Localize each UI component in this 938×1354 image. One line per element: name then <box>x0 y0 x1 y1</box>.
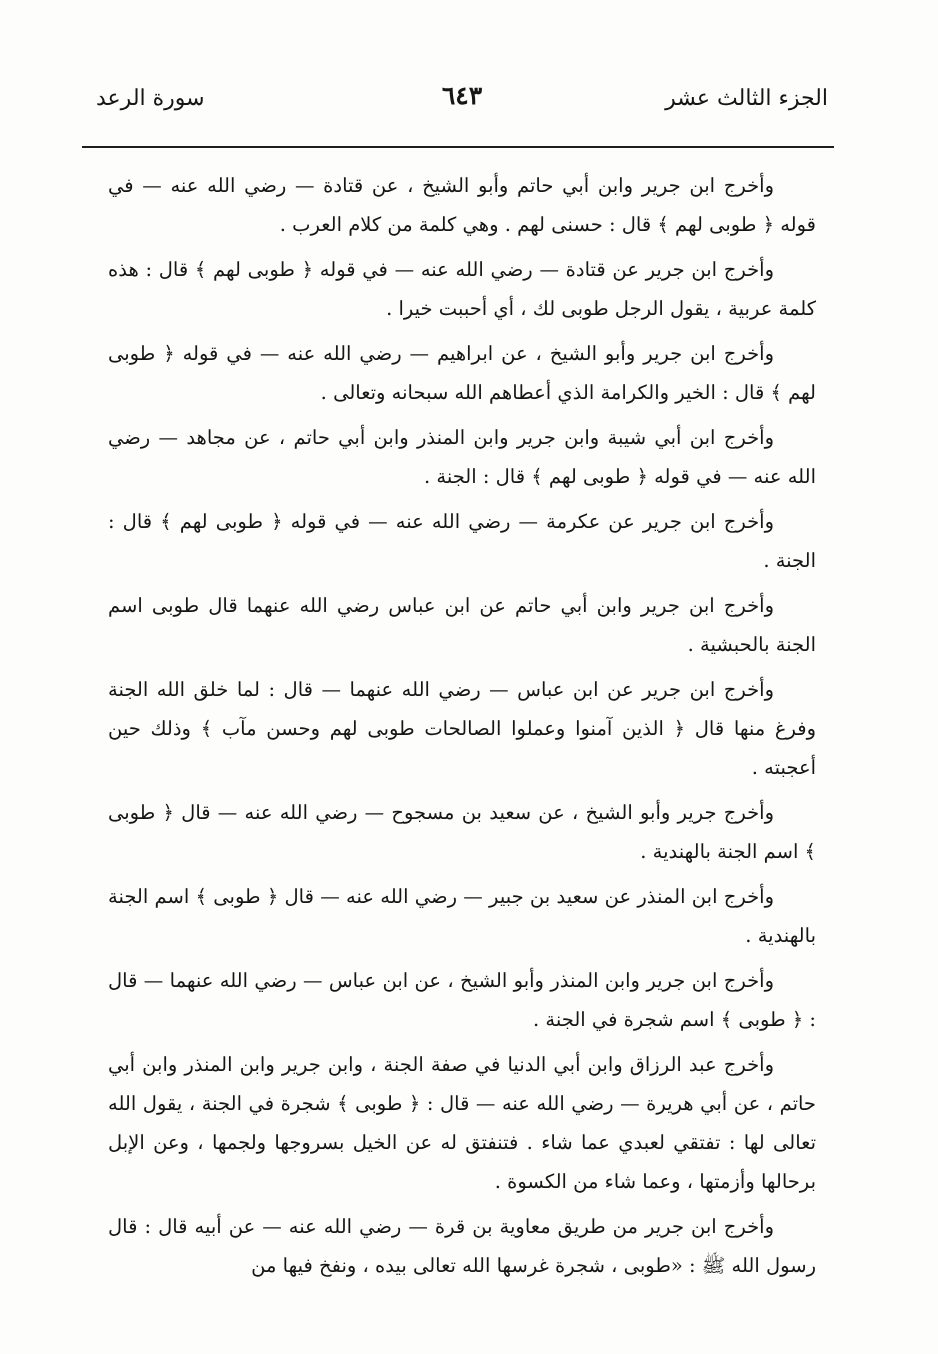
paragraph: وأخرج عبد الرزاق وابن أبي الدنيا في صفة الجنة ، وابن جرير وابن المنذر وابن أبي حاتم ، عن أبي هريرة — رضي الله عنه — قال : ﴿ طوبى ﴾ شجرة في الجنة ، يقول الله تعالى لها : تفتقي لعبدي عما شاء . فتنفتق له عن الخيل بسروجها ولجمها ، وعن الإبل برحالها وأزمتها ، وعما شاء من الكسوة . <box>108 1053 816 1193</box>
paragraph: وأخرج ابن جرير وابن المنذر وأبو الشيخ ، عن ابن عباس — رضي الله عنهما — قال : ﴿ طوبى ﴾ اسم شجرة في الجنة . <box>108 969 816 1031</box>
paragraph: وأخرج ابن جرير من طريق معاوية بن قرة — رضي الله عنه — عن أبيه قال : قال رسول الله ﷺ : «طوبى ، شجرة غرسها الله تعالى بيده ، ونفخ فيها من <box>108 1215 816 1277</box>
page-header <box>96 81 828 130</box>
paragraph: وأخرج جرير وأبو الشيخ ، عن سعيد بن مسجوح — رضي الله عنه — قال ﴿ طوبى ﴾ اسم الجنة بالهندية . <box>108 801 816 863</box>
surah-title: سورة الرعد <box>96 86 205 111</box>
header-divider <box>82 146 834 148</box>
paragraph: وأخرج ابن جرير وابن أبي حاتم وأبو الشيخ ، عن قتادة — رضي الله عنه — في قوله ﴿ طوبى لهم ﴾ قال : حسنى لهم . وهي كلمة من كلام العرب . <box>108 174 816 236</box>
paragraph: وأخرج ابن المنذر عن سعيد بن جبير — رضي الله عنه — قال ﴿ طوبى ﴾ اسم الجنة بالهندية . <box>108 885 816 947</box>
page-number: ٦٤٣ <box>441 81 483 110</box>
paragraph: وأخرج ابن جرير وابن أبي حاتم عن ابن عباس رضي الله عنهما قال طوبى اسم الجنة بالحبشية . <box>108 594 816 656</box>
body-text <box>108 166 816 1291</box>
paragraph: وأخرج ابن جرير وأبو الشيخ ، عن ابراهيم — رضي الله عنه — في قوله ﴿ طوبى لهم ﴾ قال : الخير والكرامة الذي أعطاهم الله سبحانه وتعالى . <box>108 342 816 404</box>
paragraph: وأخرج ابن أبي شيبة وابن جرير وابن المنذر وابن أبي حاتم ، عن مجاهد — رضي الله عنه — في قوله ﴿ طوبى لهم ﴾ قال : الجنة . <box>108 426 816 488</box>
juz-title: الجزء الثالث عشر <box>665 86 828 111</box>
paragraph: وأخرج ابن جرير عن قتادة — رضي الله عنه — في قوله ﴿ طوبى لهم ﴾ قال : هذه كلمة عربية ، يقول الرجل طوبى لك ، أي أحببت خيرا . <box>108 258 816 320</box>
paragraph: وأخرج ابن جرير عن ابن عباس — رضي الله عنهما — قال : لما خلق الله الجنة وفرغ منها قال ﴿ الذين آمنوا وعملوا الصالحات طوبى لهم وحسن مآب ﴾ وذلك حين أعجبته . <box>108 678 816 779</box>
paragraph: وأخرج ابن جرير عن عكرمة — رضي الله عنه — في قوله ﴿ طوبى لهم ﴾ قال : الجنة . <box>108 510 816 572</box>
